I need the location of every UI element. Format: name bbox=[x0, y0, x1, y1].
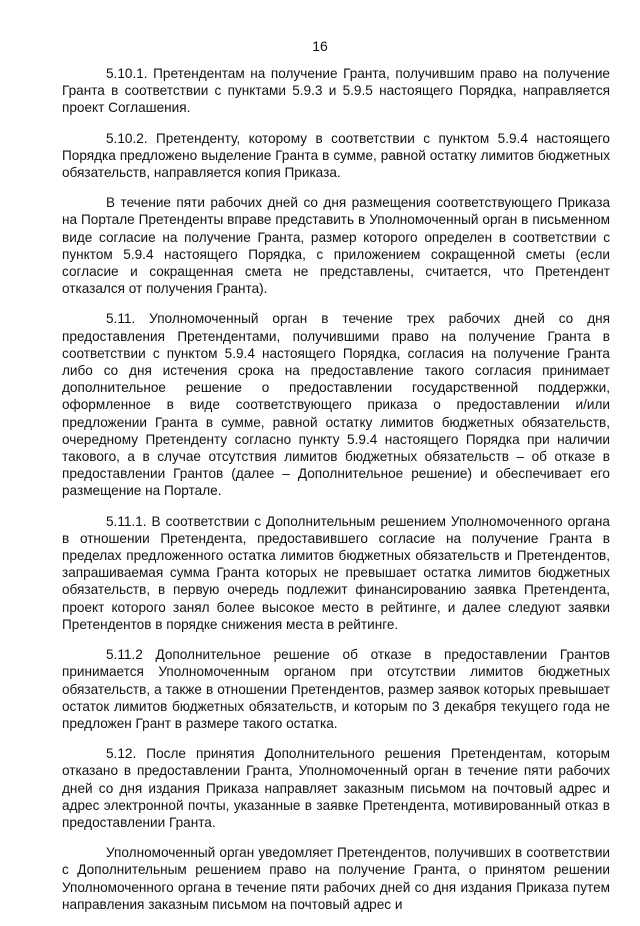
page-number: 16 bbox=[312, 38, 328, 54]
paragraph-5-11-1: 5.11.1. В соответствии с Дополнительным решением Уполномоченного органа в отношении Претендента, предоставившего согласие на получение Гранта в пределах предложенного остатка лимитов бюджетных обязательств и Претендентов, запрашиваемая сумма Гранта которых не превышает остатка лимитов бюджетных обязательств, в первую очередь подлежит финансированию заявка Претендента, проект которого занял более высокое место в рейтинге, и далее следуют заявки Претендентов в порядке снижения места в рейтинге. bbox=[62, 513, 610, 632]
paragraph-consent-period: В течение пяти рабочих дней со дня размещения соответствующего Приказа на Портале Претенденты вправе представить в Уполномоченный орган в письменном виде согласие на получение Гранта, размер которого определен в соответствии с пунктом 5.9.4 настоящего Порядка, с приложением сокращенной сметы (если согласие и сокращенная смета не представлены, считается, что Претендент отказался от получения Гранта). bbox=[62, 195, 610, 297]
paragraph-5-11-2: 5.11.2 Дополнительное решение об отказе в предоставлении Грантов принимается Уполномоченным органом при отсутствии лимитов бюджетных обязательств, а также в отношении Претендентов, размер заявок которых превышает остаток лимитов бюджетных обязательств, и которым по 3 декабря текущего года не предложен Грант в размере такого остатка. bbox=[62, 647, 610, 731]
document-body bbox=[62, 65, 610, 926]
paragraph-5-12: 5.12. После принятия Дополнительного решения Претендентам, которым отказано в предоставлении Гранта, Уполномоченный орган в течение пяти рабочих дней со дня издания Приказа направляет заказным письмом на почтовый адрес и адрес электронной почты, указанные в заявке Претендента, мотивированный отказ в предоставлении Гранта. bbox=[62, 746, 610, 830]
paragraph-notification: Уполномоченный орган уведомляет Претендентов, получивших в соответствии с Дополнительным решением право на получение Гранта, о принятом решении Уполномоченного органа в течение пяти рабочих дней со дня издания Приказа путем направления заказным письмом на почтовый адрес и bbox=[62, 845, 610, 912]
paragraph-5-10-2: 5.10.2. Претенденту, которому в соответствии с пунктом 5.9.4 настоящего Порядка предложено выделение Гранта в сумме, равной остатку лимитов бюджетных обязательств, направляется копия Приказа. bbox=[62, 130, 610, 181]
paragraph-5-11: 5.11. Уполномоченный орган в течение трех рабочих дней со дня предоставления Претендентами, получившими право на получение Гранта в соответствии с пунктом 5.9.4 настоящего Порядка, согласия на получение Гранта либо со дня истечения срока на предоставление такого согласия принимает дополнительное решение о предоставлении государственной поддержки, оформленное в виде соответствующего приказа о предоставлении и/или предложении Гранта в сумме, равной остатку лимитов бюджетных обязательств, очередному Претенденту согласно пункту 5.9.4 настоящего Порядка при наличии такового, а в случае отсутствия лимитов бюджетных обязательств – об отказе в предоставлении Грантов (далее – Дополнительное решение) и обеспечивает его размещение на Портале. bbox=[62, 311, 610, 499]
paragraph-5-10-1: 5.10.1. Претендентам на получение Гранта, получившим право на получение Гранта в соответствии с пунктами 5.9.3 и 5.9.5 настоящего Порядка, направляется проект Соглашения. bbox=[62, 66, 610, 116]
